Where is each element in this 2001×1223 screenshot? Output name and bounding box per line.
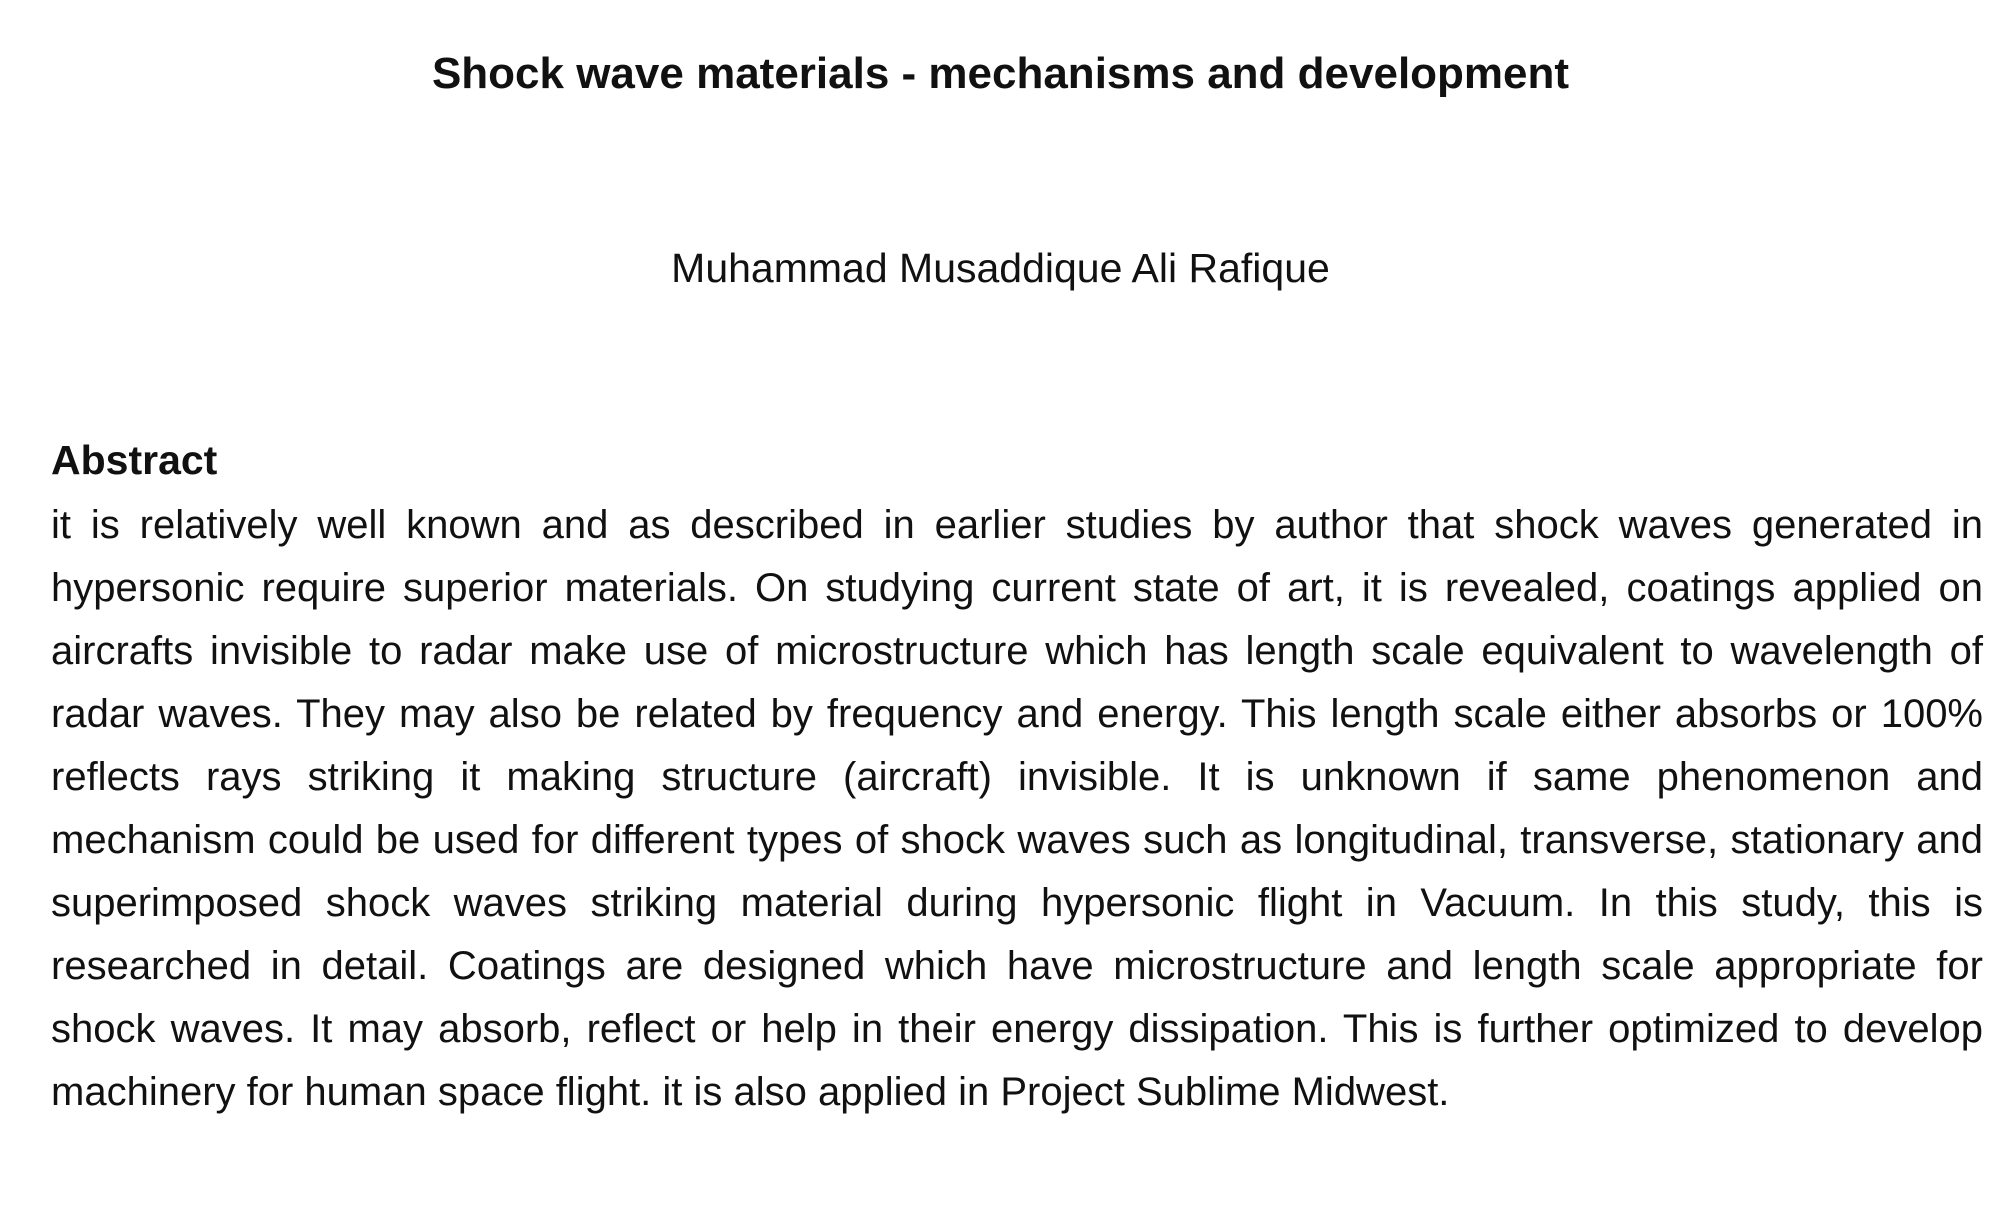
paper-title: Shock wave materials - mechanisms and development [431, 49, 1570, 98]
author-name: Muhammad Musaddique Ali Rafique [671, 245, 1330, 291]
abstract-heading: Abstract [51, 437, 218, 483]
abstract-text: it is relatively well known and as described in earlier studies by author that shock waves generated in hypersonic require superior materials. On studying current state of art, it is revealed, coatings applied on aircrafts invisible to radar make use of microstructure which has length scale equivalent to wavelength of radar waves. They may also be related by frequency and energy. This length scale either absorbs or 100% reflects rays striking it making structure (aircraft) invisible. It is unknown if same phenomenon and mechanism could be used for different types of shock waves such as longitudinal, transverse, stationary and superimposed shock waves striking material during hypersonic flight in Vacuum. In this study, this is researched in detail. Coatings are designed which have microstructure and length scale appropriate for shock waves. It may absorb, reflect or help in their energy dissipation. This is further optimized to develop machinery for human space flight. it is also applied in Project Sublime Midwest. [51, 503, 1983, 1114]
